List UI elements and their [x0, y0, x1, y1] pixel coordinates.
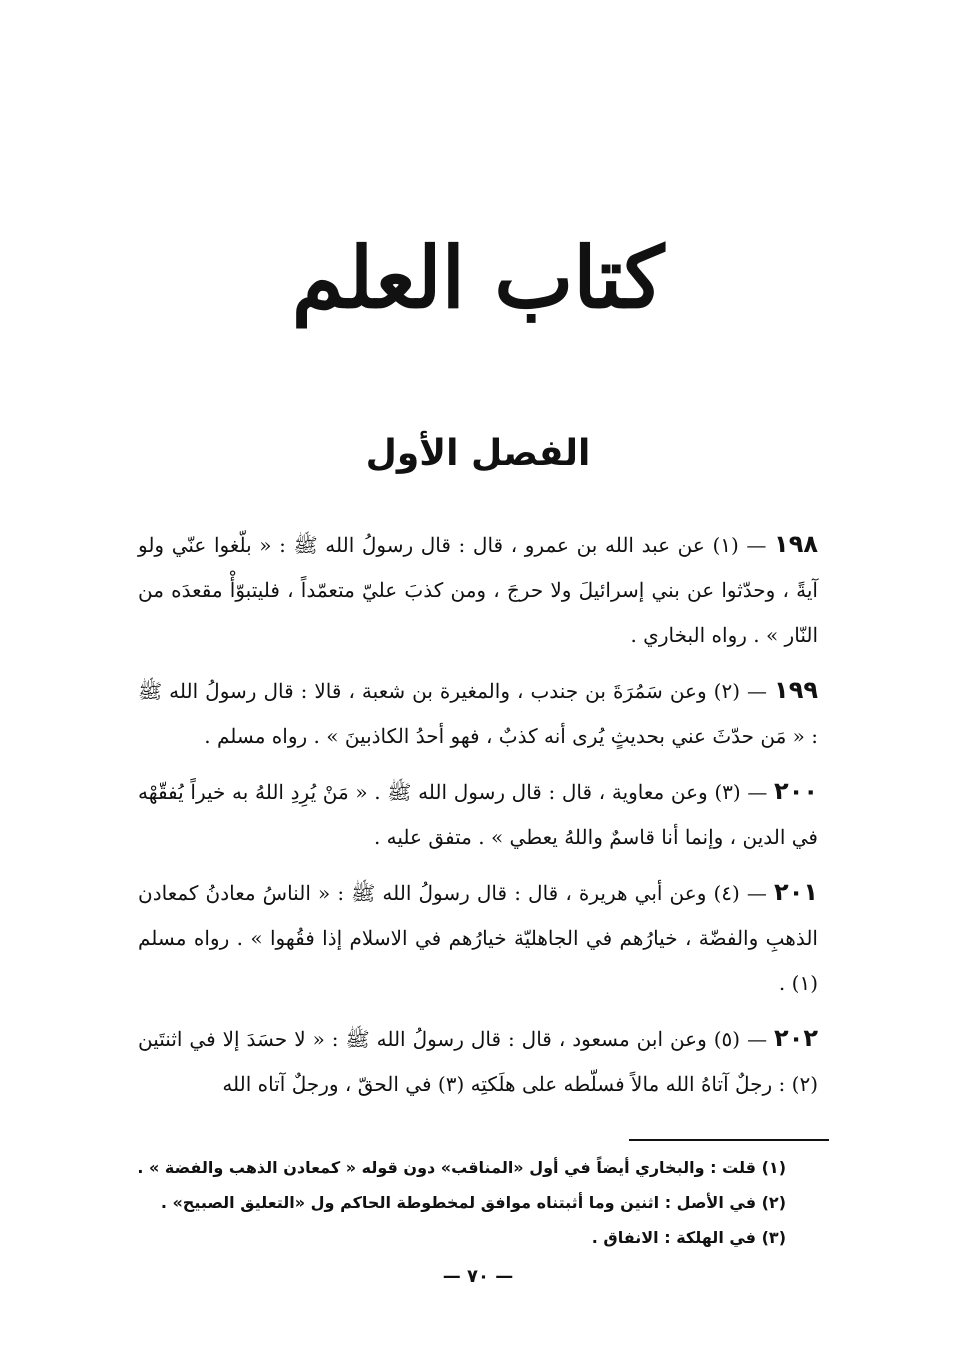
hadith-200: [138, 769, 818, 860]
chapter-title: الفصل الأول: [365, 433, 591, 474]
footnote-2: (٢) في الأصل : اثنين وما أثبتناه موافق لمخطوطة الحاكم ول «التعليق الصبيح» .: [160, 1193, 786, 1212]
hadith-number: ١٩٨: [774, 530, 818, 558]
book-title: كتاب العلم: [291, 228, 665, 327]
footnote-3: (٣) في الهلكة : الانفاق .: [591, 1228, 786, 1247]
hadith-list: [138, 522, 818, 1117]
hadith-198: [138, 522, 818, 658]
footnote-1: (١) قلت : والبخاري أيضاً في أول «المناقب» دون قوله « كمعادن الذهب والفضة » .: [137, 1158, 786, 1177]
hadith-number: ٢٠١: [774, 878, 818, 906]
hadith-199: [138, 668, 818, 759]
hadith-number: ٢٠٢: [774, 1024, 818, 1052]
footnote-divider: [629, 1139, 829, 1141]
hadith-text: — (٢) وعن سَمُرَةَ بن جندب ، والمغيرة بن شعبة ، قالا : قال رسولُ الله ﷺ : « مَن حدّثَ عني بحديثٍ يُرى أنه كذبٌ ، فهو أحدُ الكاذبينَ » . رواه مسلم .: [138, 679, 818, 748]
hadith-number: ١٩٩: [774, 676, 818, 704]
hadith-201: [138, 870, 818, 1006]
hadith-text: — (٥) وعن ابن مسعود ، قال : قال رسولُ الله ﷺ : « لا حسَدَ إلا في اثنتَين (٢) : رجلٌ آتاهُ الله مالاً فسلّطه على هلَكتِه (٣) في الحقّ ، ورجلٌ آتاه الله: [138, 1027, 818, 1096]
hadith-number: ٢٠٠: [774, 777, 818, 805]
hadith-202: [138, 1016, 818, 1107]
footnotes: [137, 1150, 786, 1255]
hadith-text: — (٤) وعن أبي هريرة ، قال : قال رسولُ الله ﷺ : « الناسُ معادنُ كمعادن الذهبِ والفضّة ، خيارُهم في الجاهليّة خيارُهم في الاسلام إذا فقُهوا » . رواه مسلم (١) .: [138, 881, 818, 995]
page-number: — ٧٠ —: [442, 1266, 514, 1287]
hadith-text: — (٣) وعن معاوية ، قال : قال رسول الله ﷺ . « مَنْ يُرِدِ اللهُ به خيراً يُفقّهْه في الدين ، وإنما أنا قاسمٌ واللهُ يعطي » . متفق عليه .: [138, 780, 818, 849]
hadith-text: — (١) عن عبد الله بن عمرو ، قال : قال رسولُ الله ﷺ : « بلّغوا عنّي ولو آيةً ، وحدّثوا عن بني إسرائيلَ ولا حرجَ ، ومن كذبَ عليّ متعمّداً ، فليتبوّأْ مقعدَه من النّار » . رواه البخاري .: [138, 533, 818, 647]
